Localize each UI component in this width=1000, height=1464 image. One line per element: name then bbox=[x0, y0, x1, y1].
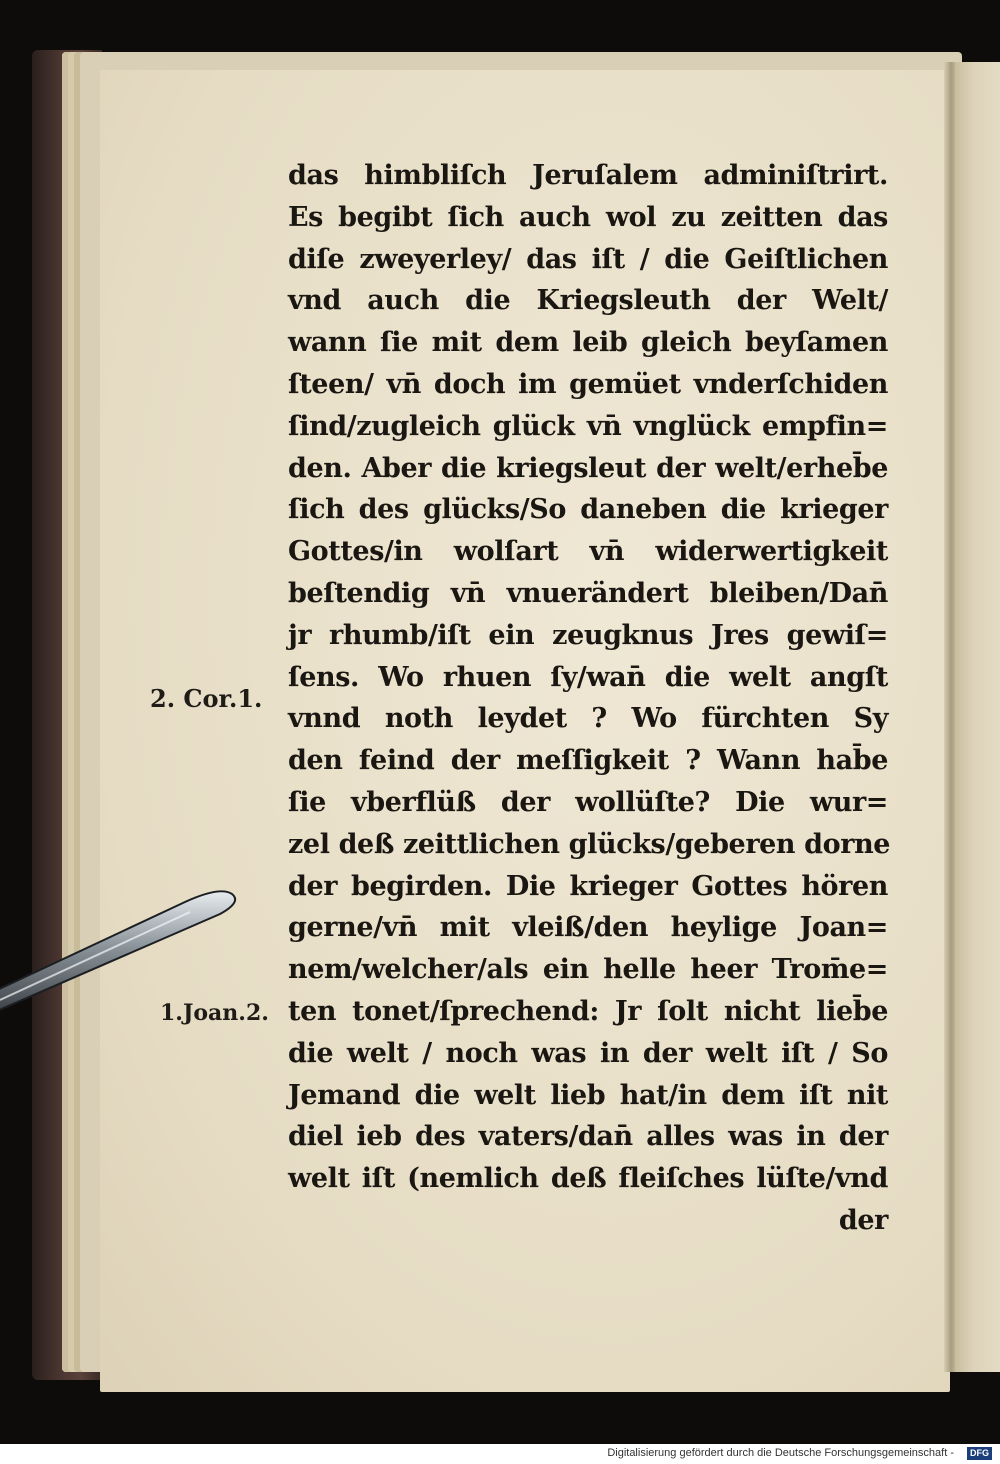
text-line: diel ieb des vaters/dan̄ alles was in der bbox=[288, 1121, 888, 1153]
text-line: beſtendig vn̄ vnuerändert bleiben/Dan̄ bbox=[288, 577, 888, 609]
margin-note: 1.Joan.2. bbox=[160, 1000, 269, 1026]
page-text-block bbox=[288, 155, 891, 1242]
text-line: vnd auch die Kriegsleuth der Welt/ bbox=[288, 285, 888, 317]
text-line: zel deß zeittlichen glücks/geberen dorne bbox=[288, 828, 891, 860]
text-line: welt iſt (nemlich deß fleiſches lüſte/vnd bbox=[288, 1163, 888, 1195]
text-line: wann ſie mit dem leib gleich beyſamen bbox=[288, 327, 888, 359]
text-line: der begirden. Die krieger Gottes hören bbox=[288, 870, 888, 902]
text-line: ſind/zugleich glück vn̄ vnglück empfin= bbox=[288, 410, 888, 442]
text-line: jr rhumb/iſt ein zeugknus Jres gewiſ= bbox=[288, 619, 888, 651]
text-line: die welt / noch was in der welt iſt / So bbox=[288, 1037, 888, 1069]
footer-bar bbox=[0, 1444, 1000, 1464]
text-line: Jemand die welt lieb hat/in dem iſt nit bbox=[288, 1079, 888, 1111]
text-line: den. Aber die kriegsleut der welt/erheb̄e bbox=[288, 452, 888, 484]
text-line: ſich des glücks/So daneben die krieger bbox=[288, 494, 888, 526]
text-line: vnnd noth leydet ? Wo fürchten Sy bbox=[288, 703, 888, 735]
text-line: nem/welcher/als ein helle heer Trom̄e= bbox=[288, 954, 888, 986]
text-line: ſteen/ vn̄ doch im gemüet vnderſchiden bbox=[288, 368, 888, 400]
margin-note: 2. Cor.1. bbox=[150, 684, 263, 713]
funding-credit: Digitalisierung gefördert durch die Deutsche Forschungsgemeinschaft - bbox=[607, 1447, 954, 1459]
dfg-logo: DFG bbox=[967, 1447, 992, 1460]
text-line: Gottes/in wolſart vn̄ widerwertigkeit bbox=[288, 536, 888, 568]
text-line: Es begibt ſich auch wol zu zeitten das bbox=[288, 201, 888, 233]
text-line: diſe zweyerley/ das iſt / die Geiſtlichen bbox=[288, 243, 888, 275]
text-line: ten tonet/ſprechend: Jr ſolt nicht lieb̄e bbox=[288, 995, 888, 1027]
text-line: das himbliſch Jeruſalem adminiſtrirt. bbox=[288, 160, 888, 191]
text-line: ſie vberflüß der wollüſte? Die wur= bbox=[288, 786, 888, 818]
page-holder-pointer-icon bbox=[0, 880, 270, 1020]
text-line: der bbox=[838, 1204, 888, 1236]
facing-page-edge bbox=[955, 62, 1000, 1372]
text-line: den feind der meſſigkeit ? Wann hab̄e bbox=[288, 745, 888, 777]
text-line: ſens. Wo rhuen ſy/wan̄ die welt angſt bbox=[288, 661, 888, 693]
text-line: gerne/vn̄ mit vleiß/den heylige Joan= bbox=[288, 912, 888, 944]
